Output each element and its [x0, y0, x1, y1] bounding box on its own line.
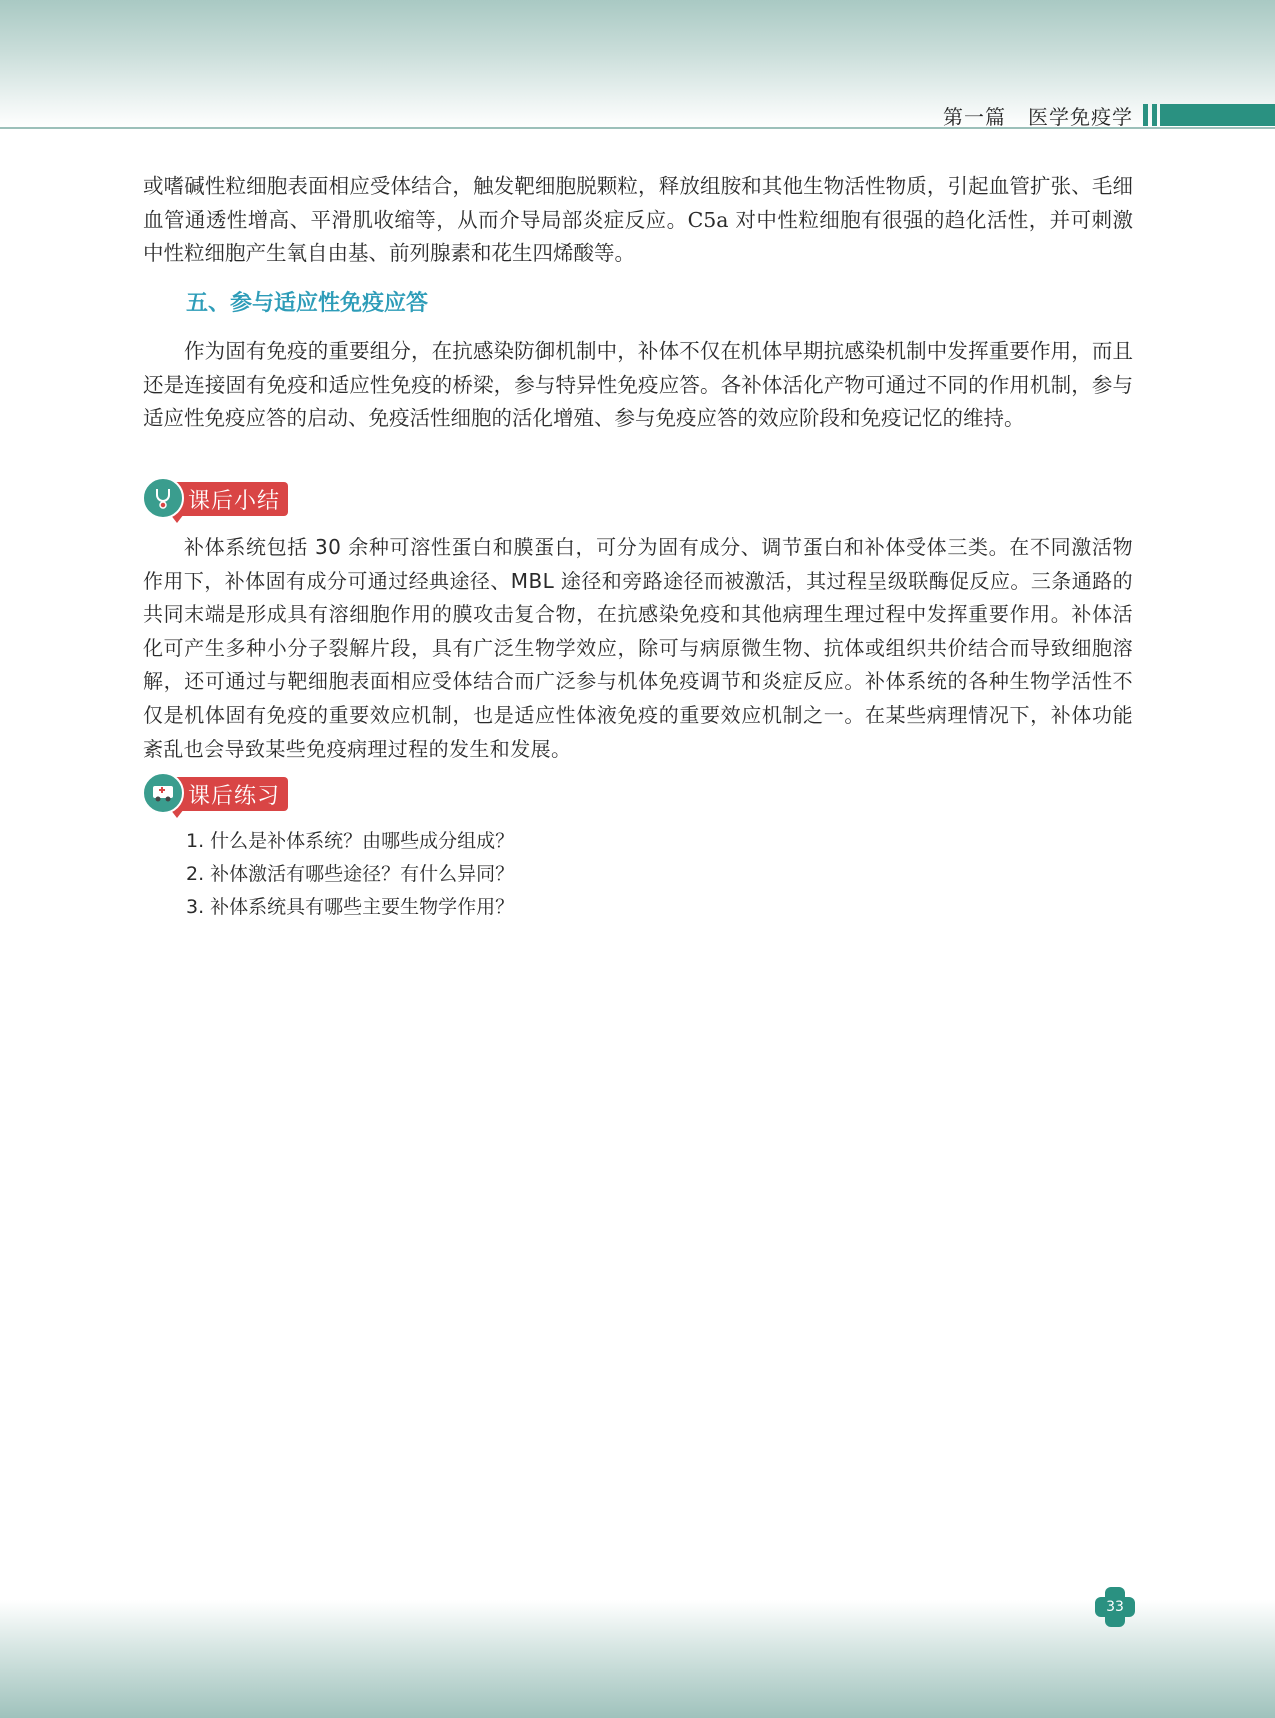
header-book-title: 医学免疫学: [1028, 105, 1133, 129]
header-bars-decoration: [1143, 104, 1275, 126]
running-header: [943, 101, 1133, 130]
header-part: 第一篇: [943, 105, 1006, 129]
list-item: 1. 什么是补体系统？由哪些成分组成？: [186, 830, 515, 852]
paragraph-adaptive-immunity: 作为固有免疫的重要组分，在抗感染防御机制中，补体不仅在机体早期抗感染机制中发挥重要作用，而且还是连接固有免疫和适应性免疫的桥梁，参与特异性免疫应答。各补体活化产物可通过不同的作用机制，参与适应性免疫应答的启动、免疫活性细胞的活化增殖、参与免疫应答的效应阶段和免疫记忆的维持。: [143, 339, 1133, 430]
page-number: 33: [1106, 1599, 1124, 1615]
practice-question-list: [186, 825, 514, 924]
list-item: 3. 补体系统具有哪些主要生物学作用？: [186, 896, 515, 918]
page-number-badge: [1095, 1587, 1135, 1627]
practice-badge-label: 课后练习: [188, 784, 281, 809]
summary-text: 补体系统包括 30 余种可溶性蛋白和膜蛋白，可分为固有成分、调节蛋白和补体受体三类。在不同激活物作用下，补体固有成分可通过经典途径、MBL 途径和旁路途径而被激活，其过程呈级联酶促反应。三条通路的共同末端是形成具有溶细胞作用的膜攻击复合物，在抗感染免疫和其他病理生理过程中发挥重要作用。补体活化可产生多种小分子裂解片段，具有广泛生物学效应，除可与病原微生物、抗体或组织共价结合而导致细胞溶解，还可通过与靶细胞表面相应受体结合而广泛参与机体免疫调节和炎症反应。补体系统的各种生物学活性不仅是机体固有免疫的重要效应机制，也是适应性体液免疫的重要效应机制之一。在某些病理情况下，补体功能紊乱也会导致某些免疫病理过程的发生和发展。: [143, 535, 1133, 761]
summary-badge-label: 课后小结: [188, 489, 281, 514]
paragraph-complement-c5a: 或嗜碱性粒细胞表面相应受体结合，触发靶细胞脱颗粒，释放组胺和其他生物活性物质，引起血管扩张、毛细血管通透性增高、平滑肌收缩等，从而介导局部炎症反应。C5a 对中性粒细胞有很强的趋化活性，并可刺激中性粒细胞产生氧自由基、前列腺素和花生四烯酸等。: [143, 174, 1133, 265]
footer-band: [0, 1600, 1275, 1718]
list-item: 2. 补体激活有哪些途径？有什么异同？: [186, 863, 515, 885]
practice-badge: [142, 770, 302, 818]
stethoscope-icon: [142, 477, 184, 519]
ambulance-icon: [142, 772, 184, 814]
section-heading: 五、参与适应性免疫应答: [186, 291, 429, 316]
summary-badge: [142, 475, 302, 523]
